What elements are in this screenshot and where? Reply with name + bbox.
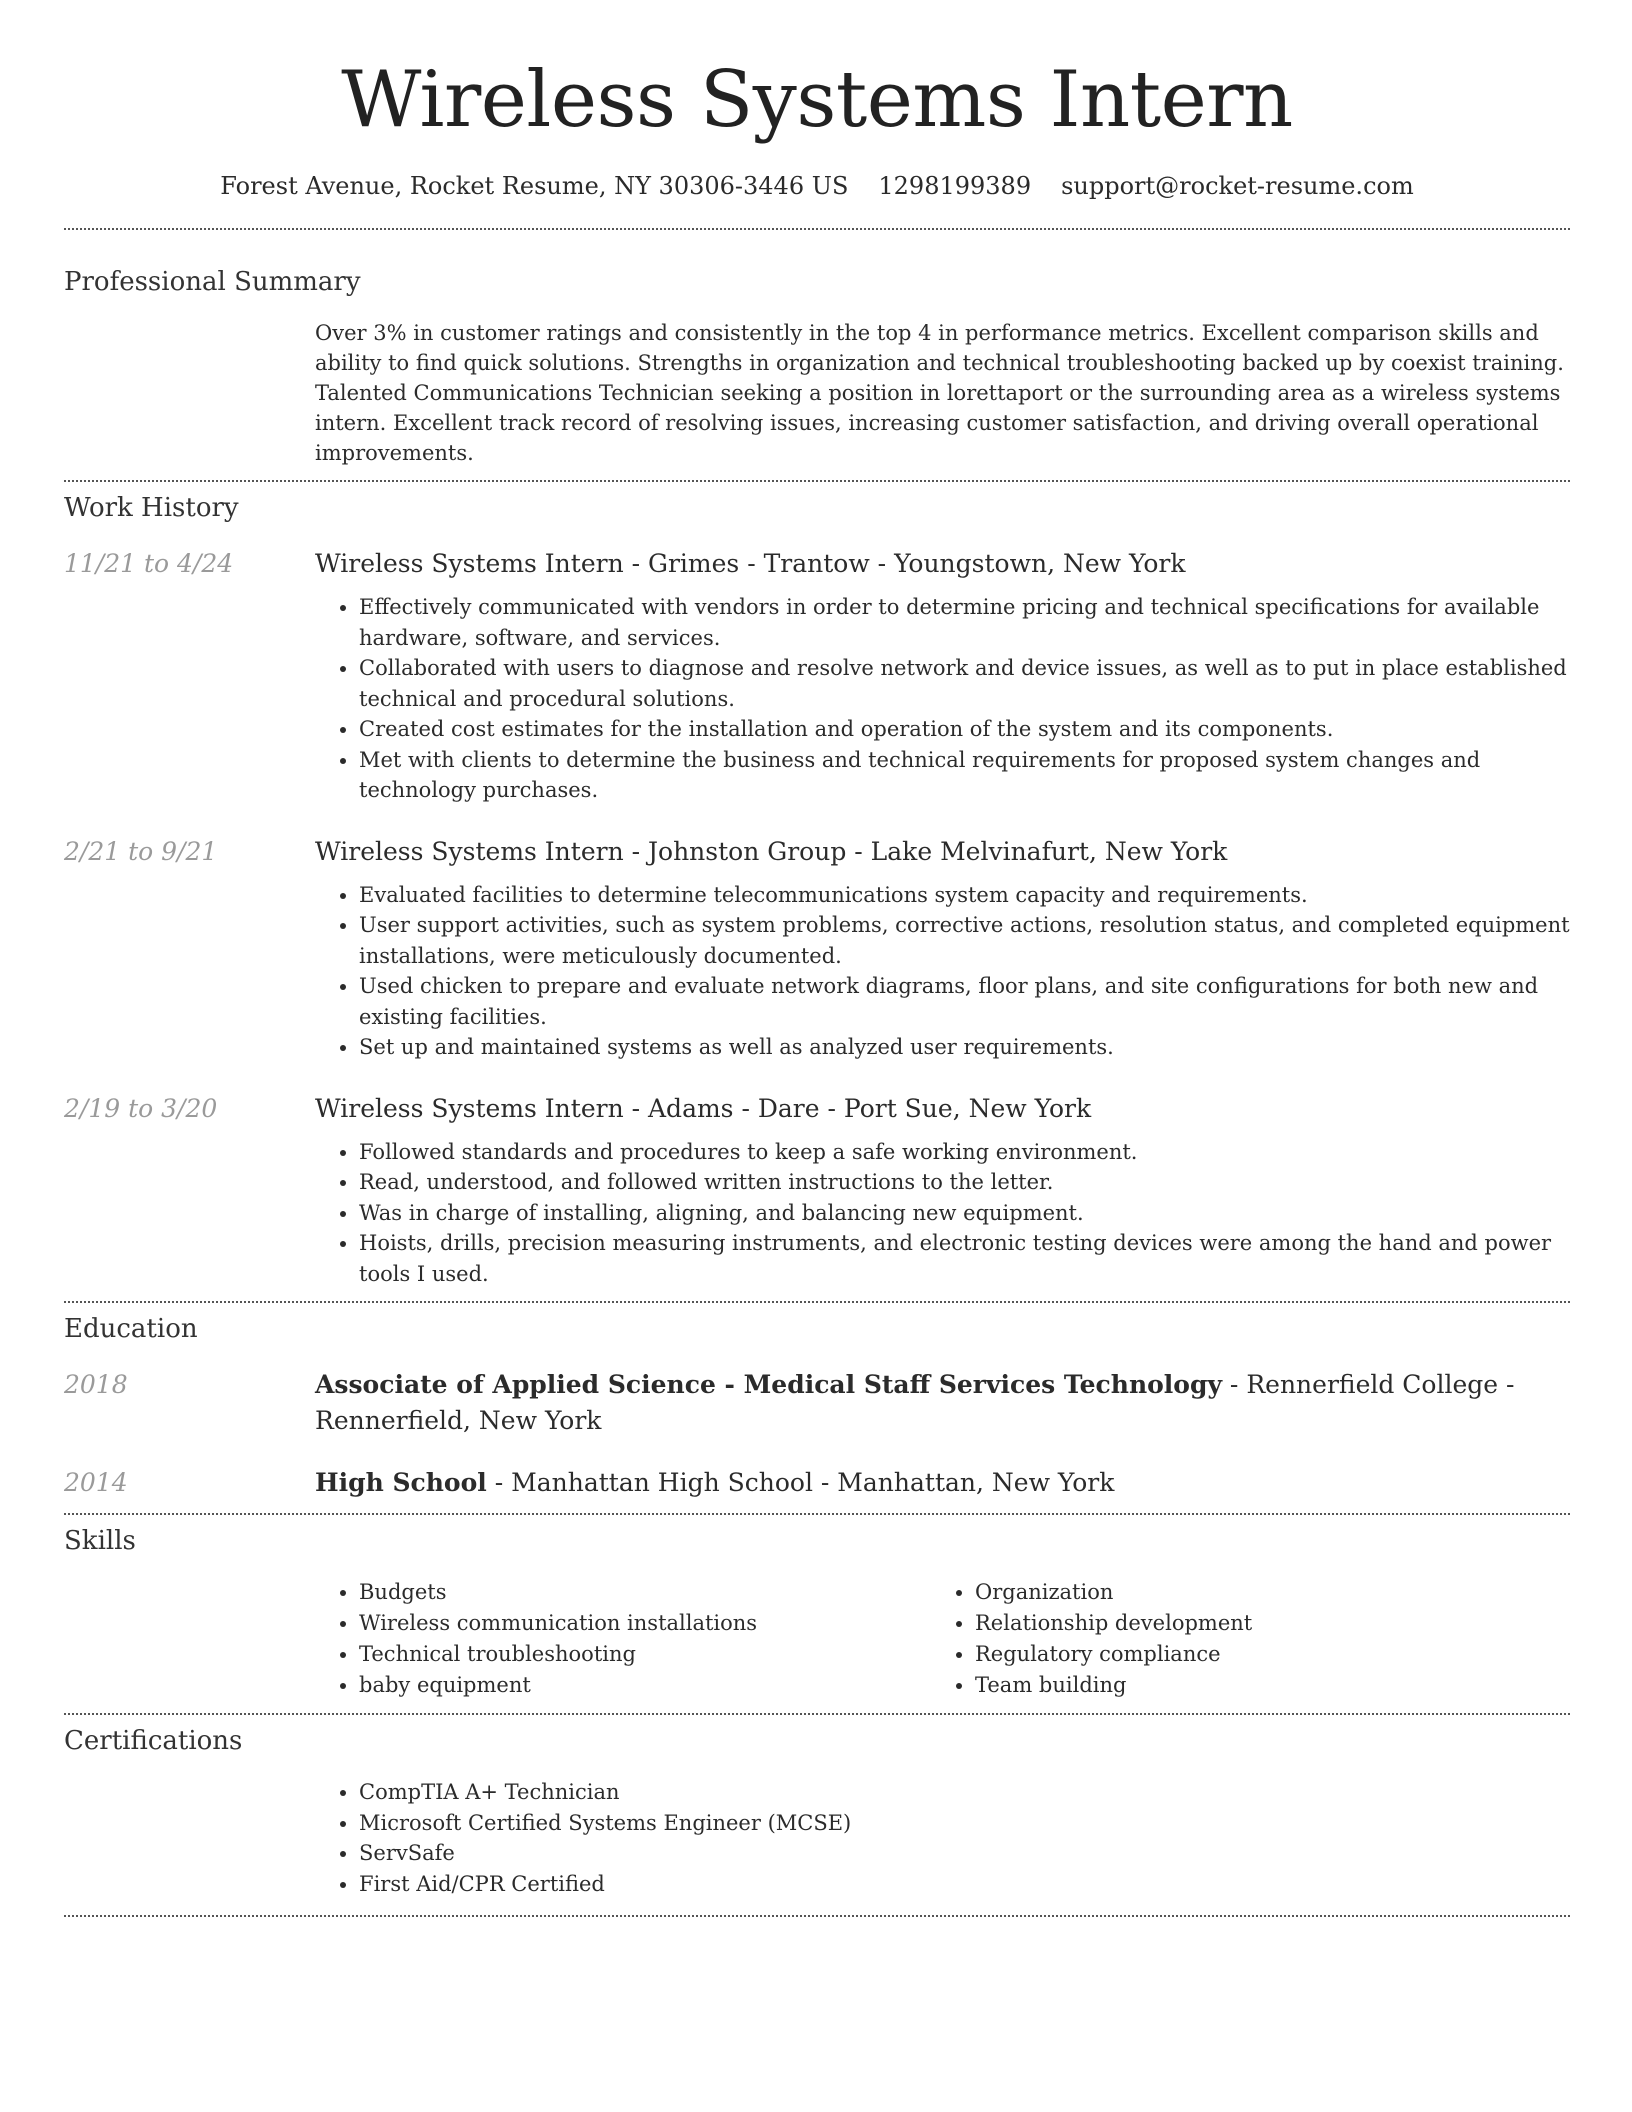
- certification-item: • Microsoft Certified Systems Engineer (MCSE): [359, 1808, 1570, 1839]
- skill-item: • Technical troubleshooting: [359, 1639, 931, 1670]
- skill-item: • Budgets: [359, 1577, 931, 1608]
- list-item: • Set up and maintained systems as well as analyzed user requirements.: [359, 1032, 1570, 1063]
- list-item: • Followed standards and procedures to keep a safe working environment.: [359, 1137, 1570, 1168]
- list-item: • Read, understood, and followed written instructions to the letter.: [359, 1167, 1570, 1198]
- list-item: • Used chicken to prepare and evaluate network diagrams, floor plans, and site configurations for both new and existing facilities.: [359, 971, 1570, 1032]
- skill-item: • Organization: [975, 1577, 1252, 1608]
- divider: [64, 228, 1570, 230]
- section-title-education: Education: [64, 1314, 198, 1344]
- divider: [64, 1713, 1570, 1715]
- job-entry: [64, 834, 1570, 1063]
- certification-item: • CompTIA A+ Technician: [359, 1777, 1570, 1808]
- job-dates: 11/21 to 4/24: [64, 549, 234, 578]
- section-title-work: Work History: [64, 493, 239, 523]
- divider: [64, 1513, 1570, 1515]
- skill-item: • Team building: [975, 1670, 1252, 1701]
- job-title: Wireless Systems Intern - Grimes - Trantow - Youngstown, New York: [315, 549, 1186, 578]
- divider: [64, 1301, 1570, 1303]
- education-degree: Associate of Applied Science - Medical Staff Services Technology: [315, 1370, 1222, 1399]
- list-item: • Met with clients to determine the business and technical requirements for proposed system changes and technology purchases.: [359, 745, 1570, 806]
- job-dates: 2/21 to 9/21: [64, 836, 218, 866]
- resume-page: [64, 0, 1570, 1917]
- education-school: - Rennerfield College - Rennerfield, New York: [315, 1370, 1515, 1435]
- list-item: • Evaluated facilities to determine telecommunications system capacity and requirements.: [359, 880, 1570, 911]
- summary-section: [64, 264, 1570, 468]
- job-bullets: [315, 592, 1570, 806]
- education-year: 2014: [64, 1468, 128, 1497]
- section-title-skills: Skills: [64, 1526, 136, 1556]
- resume-name: Wireless Systems Intern: [341, 55, 1293, 145]
- summary-text: Over 3% in customer ratings and consistently in the top 4 in performance metrics. Excellent comparison skills and ability to find quick solutions. Strengths in organization and technical troubleshooting backed up by coexist training. Talented Communications Technician seeking a position in lorettaport or the surrounding area as a wireless systems intern. Excellent track record of resolving issues, increasing customer satisfaction, and driving overall operational improvements.: [315, 321, 1564, 465]
- skill-item: • Regulatory compliance: [975, 1639, 1252, 1670]
- list-item: • Was in charge of installing, aligning, and balancing new equipment.: [359, 1198, 1570, 1229]
- education-title: [315, 1367, 1570, 1439]
- certification-item: • ServSafe: [359, 1838, 1570, 1869]
- education-entry: [64, 1465, 1570, 1501]
- contact-phone: 1298199389: [878, 172, 1032, 200]
- education-entry: [64, 1367, 1570, 1439]
- education-school: - Manhattan High School - Manhattan, New York: [486, 1468, 1115, 1497]
- job-dates: 2/19 to 3/20: [64, 1093, 218, 1123]
- job-title: Wireless Systems Intern - Adams - Dare - Port Sue, New York: [315, 1093, 1092, 1123]
- skill-item: • baby equipment: [359, 1670, 931, 1701]
- list-item: • Created cost estimates for the installation and operation of the system and its components.: [359, 714, 1570, 745]
- divider: [64, 1915, 1570, 1917]
- job-title: Wireless Systems Intern - Johnston Group - Lake Melvinafurt, New York: [315, 836, 1228, 866]
- list-item: • Effectively communicated with vendors in order to determine pricing and technical specifications for available hardware, software, and services.: [359, 592, 1570, 653]
- divider: [64, 480, 1570, 482]
- contact-address: Forest Avenue, Rocket Resume, NY 30306-3446 US: [220, 172, 849, 200]
- certifications-list: [315, 1777, 1570, 1899]
- skills-list-right: [931, 1577, 1252, 1701]
- list-item: • Hoists, drills, precision measuring instruments, and electronic testing devices were among the hand and power tools I used.: [359, 1228, 1570, 1289]
- skills-list-left: [315, 1577, 931, 1701]
- list-item: • User support activities, such as system problems, corrective actions, resolution status, and completed equipment installations, were meticulously documented.: [359, 910, 1570, 971]
- education-degree: High School: [315, 1468, 487, 1497]
- job-bullets: [315, 1137, 1570, 1290]
- contact-email: support@rocket-resume.com: [1061, 172, 1414, 200]
- work-history-section: [64, 490, 1570, 1289]
- certification-item: • First Aid/CPR Certified: [359, 1869, 1570, 1900]
- skill-item: • Relationship development: [975, 1608, 1252, 1639]
- education-section: [64, 1311, 1570, 1501]
- education-year: 2018: [64, 1370, 128, 1399]
- section-title-certifications: Certifications: [64, 1726, 243, 1756]
- education-title: [315, 1465, 1570, 1501]
- job-bullets: [315, 880, 1570, 1063]
- skill-item: • Wireless communication installations: [359, 1608, 931, 1639]
- skills-section: [64, 1523, 1570, 1701]
- job-entry: [64, 1091, 1570, 1290]
- list-item: • Collaborated with users to diagnose and resolve network and device issues, as well as to put in place established technical and procedural solutions.: [359, 653, 1570, 714]
- section-title-summary: Professional Summary: [64, 267, 361, 297]
- job-entry: [64, 546, 1570, 806]
- contact-line: [64, 168, 1570, 204]
- certifications-section: [64, 1723, 1570, 1899]
